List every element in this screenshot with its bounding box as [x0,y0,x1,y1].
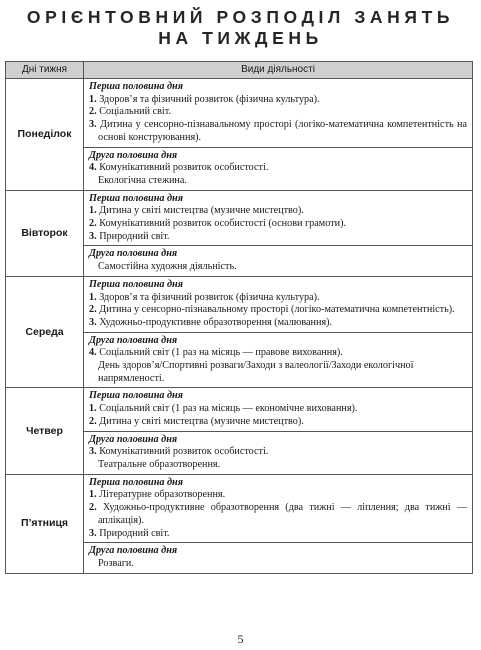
activity-number: 3. [89,446,97,458]
activity-number: 2. [89,218,97,230]
activity-number: 2. [89,502,97,514]
activity-text: Дитина у сенсорно-пізнавальному просторі (логіко-математична компетентність). [99,304,455,316]
activity-note: Театральне образотворення. [98,458,221,470]
activity-number: 4. [89,162,97,174]
second-half-label: Друга половина дня [89,433,178,445]
first-half-cell [84,79,473,148]
day-name: Вівторок [6,190,84,276]
activity-text: Соціальний світ. [99,106,171,118]
first-half-cell [84,276,473,332]
table-header-row [6,62,473,79]
first-half-label: Перша половина дня [89,192,183,204]
second-half-cell [84,431,473,474]
activity-number: 3. [89,316,97,328]
day-name: Четвер [6,388,84,474]
page-title-line-2: НА ТИЖДЕНЬ [158,28,323,48]
second-half-cell [84,147,473,190]
activity-item [89,317,467,330]
activity-text: Соціальний світ (1 раз на місяць — економічне виховання). [99,403,358,415]
header-activities: Види діяльності [84,62,473,79]
second-half-label: Друга половина дня [89,248,178,260]
header-days: Дні тижня [6,62,84,79]
activity-text: Комунікативний розвиток особистості (основи грамоти). [99,218,347,230]
activity-item [89,347,467,360]
table-row [6,190,473,246]
first-half-label: Перша половина дня [89,278,183,290]
activity-text: Природний світ. [99,527,170,539]
page-title-line-1: ОРІЄНТОВНИЙ РОЗПОДІЛ ЗАНЯТЬ [26,7,455,27]
activity-item [89,489,467,502]
activity-item [89,205,467,218]
activity-item [89,94,467,107]
activity-item [89,218,467,231]
activity-item [89,231,467,244]
day-name: Середа [6,276,84,388]
first-half-cell [84,190,473,246]
activity-item [89,292,467,305]
activity-number: 2. [89,304,97,316]
first-half-cell [84,388,473,431]
activity-text: Дитина у сенсорно-пізнавальному просторі (логіко-математична компетентність на основі конструювання). [98,119,468,143]
activity-item [89,416,467,429]
activity-number: 1. [89,291,97,303]
activity-number: 3. [89,527,97,539]
activity-text: Дитина у світі мистецтва (музичне мистецтво). [99,415,304,427]
first-half-label: Перша половина дня [89,81,183,92]
activity-note: Самостійна художня діяльність. [98,261,237,273]
activity-text: Художньо-продуктивне образотворення (два тижні — ліплення; два тижні — аплікація). [98,502,468,526]
weekly-schedule-table [5,61,473,574]
second-half-label: Друга половина дня [89,334,178,346]
activity-item [89,162,467,175]
second-half-cell [84,543,473,573]
table-row [6,276,473,332]
activity-item [89,446,467,459]
activity-note: Екологічна стежина. [98,174,187,186]
page-number: 5 [237,632,244,646]
activity-text: Здоров’я та фізичний розвиток (фізична культура). [99,93,320,105]
activity-number: 1. [89,489,97,501]
activity-number: 2. [89,415,97,427]
first-half-label: Перша половина дня [89,390,183,402]
activity-text: Літературне образотворення. [99,489,226,501]
activity-number: 1. [89,205,97,217]
activity-text: Здоров’я та фізичний розвиток (фізична культура). [99,291,320,303]
activity-text: Дитина у світі мистецтва (музичне мистецтво). [99,205,304,217]
first-half-cell [84,474,473,543]
activity-number: 4. [89,347,97,359]
activity-text: Природний світ. [99,230,170,242]
first-half-label: Перша половина дня [89,476,183,488]
activity-item [89,119,467,144]
activity-item [89,502,467,527]
activity-item [89,403,467,416]
activity-number: 3. [89,230,97,242]
activity-text: Соціальний світ (1 раз на місяць — правове виховання). [99,347,343,359]
activity-item [89,304,467,317]
activity-number: 1. [89,93,97,105]
activity-item [89,528,467,541]
second-half-cell [84,332,473,388]
activity-number: 3. [89,119,97,131]
second-half-label: Друга половина дня [89,545,178,557]
activity-text: Художньо-продуктивне образотворення (малювання). [99,316,333,328]
activity-text: Комунікативний розвиток особистості. [99,446,269,458]
day-name: П’ятниця [6,474,84,573]
activity-text: Комунікативний розвиток особистості. [99,162,269,174]
day-name: Понеділок [6,79,84,191]
second-half-cell [84,246,473,276]
second-half-label: Друга половина дня [89,149,178,161]
activity-item [89,106,467,119]
activity-number: 1. [89,403,97,415]
table-row [6,388,473,431]
table-row [6,474,473,543]
activity-note: Розваги. [98,557,134,569]
activity-number: 2. [89,106,97,118]
activity-note: День здоров’я/Спортивні розваги/Заходи з валеології/Заходи екологічної напрямленості. [98,360,414,384]
table-row [6,79,473,148]
